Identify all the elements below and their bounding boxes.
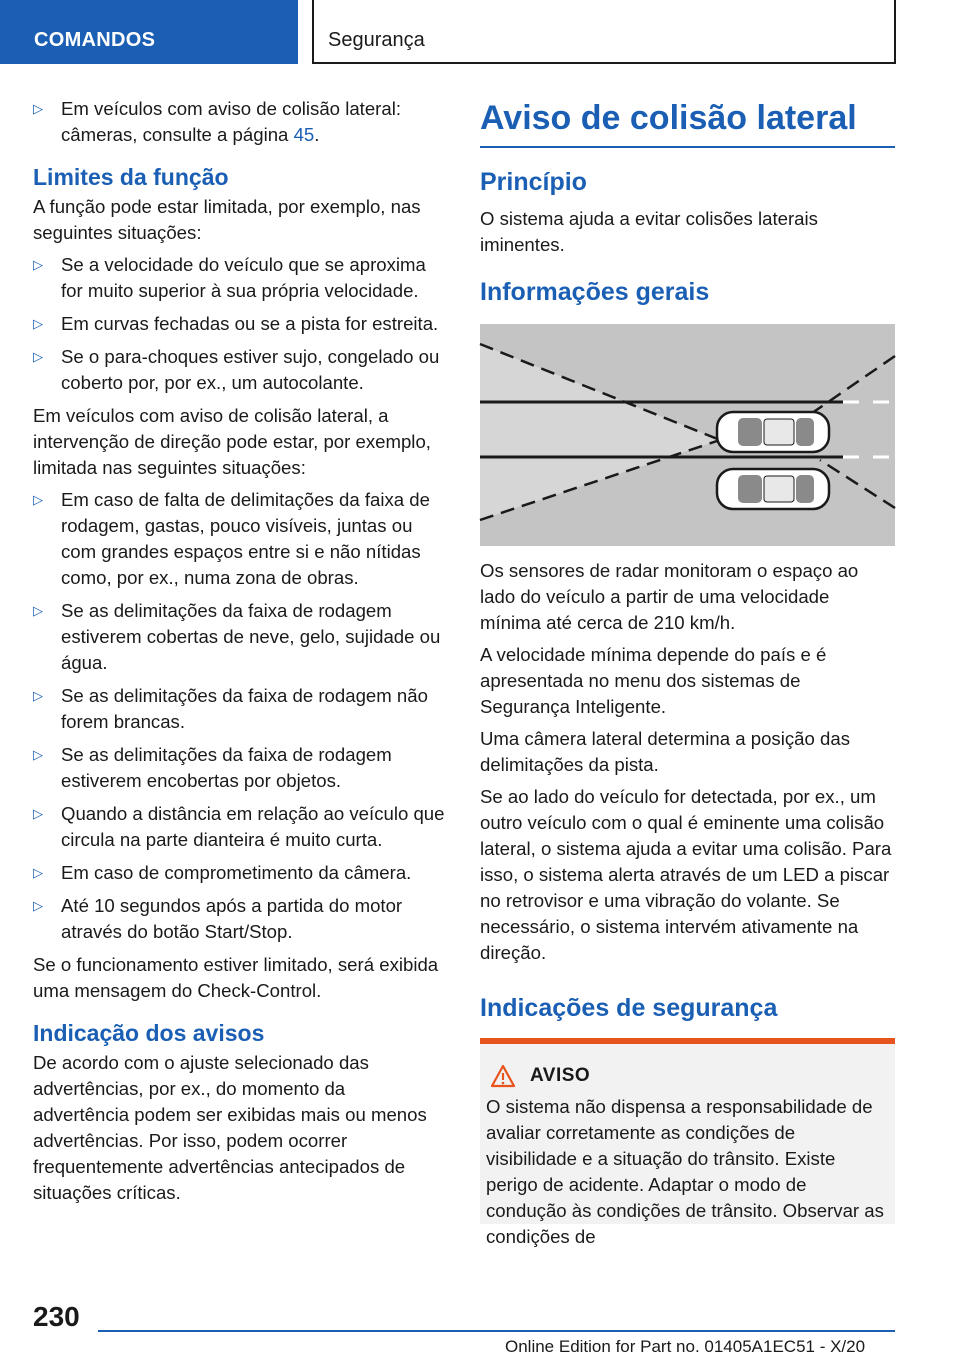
general-paragraph: Os sensores de radar monitoram o espaço ao lado do veículo a partir de uma velocidade mínima até cerca de 210 km/h. — [480, 560, 859, 633]
bullet-triangle-icon: ▷ — [33, 603, 43, 618]
car-icon — [717, 412, 829, 452]
page-reference-link[interactable]: 45 — [293, 124, 315, 145]
bullet-triangle-icon: ▷ — [33, 806, 43, 821]
bullet-triangle-icon: ▷ — [33, 101, 43, 116]
car-icon — [717, 469, 829, 509]
header-topic-label: Segurança — [328, 29, 425, 51]
general-paragraph: A velocidade mínima depende do país e é apresentada no menu dos sistemas de Segurança Inteligente. — [480, 644, 827, 717]
header-section-tab — [0, 0, 298, 64]
bullet-triangle-icon: ▷ — [33, 257, 43, 272]
header-section-label: COMANDOS — [34, 29, 156, 51]
list-item: ▷ Se as delimitações da faixa de rodagem estiverem cobertas de neve, gelo, sujidade ou água. — [33, 600, 441, 673]
warning-text: O sistema não dispensa a responsabilidade de avaliar corretamente as condições de visibilidade e a situação do trânsito. Existe perigo de acidente. Adaptar o modo de condução às condições de trânsito. Observar as condições de — [486, 1096, 884, 1247]
list-item: ▷ Se as delimitações da faixa de rodagem não forem brancas. — [33, 685, 428, 732]
page-number: 230 — [33, 1301, 80, 1332]
general-heading: Informações gerais — [480, 278, 710, 306]
edition-note: Online Edition for Part no. 01405A1EC51 - X/20 — [505, 1337, 866, 1356]
warning-header — [486, 1064, 887, 1088]
steering-text: Em veículos com aviso de colisão lateral, a intervenção de direção pode estar, por exemplo, limitada nas seguintes situações: — [33, 405, 431, 478]
warning-title: AVISO — [530, 1065, 591, 1086]
list-item: ▷ Se o para-choques estiver sujo, congelado ou coberto por, por ex., um autocolante. — [33, 346, 440, 393]
side-collision-illustration — [480, 324, 895, 546]
list-item: ▷ Em caso de falta de delimitações da faixa de rodagem, gastas, pouco visíveis, juntas ou com grandes espaços entre si e não nítidas como, por ex., numa zona de obras. — [33, 489, 430, 588]
limits-text: A função pode estar limitada, por exemplo, nas seguintes situações: — [33, 196, 421, 243]
header-topic-box — [312, 0, 896, 64]
general-paragraph: Se ao lado do veículo for detectada, por ex., um outro veículo com o qual é eminente uma colisão lateral, o sistema ajuda a evitar uma colisão. Para isso, o sistema alerta através de um LED a piscar no retrovisor e uma vibração do volante. Se necessário, o sistema intervém ativamente na direção. — [480, 786, 892, 963]
list-item: ▷ Em veículos com aviso de colisão lateral: câmeras, consulte a página 45. — [33, 98, 401, 145]
limits-heading: Limites da função — [33, 164, 229, 190]
list-item: ▷ Até 10 segundos após a partida do motor através do botão Start/Stop. — [33, 895, 403, 942]
list-item: ▷ Em curvas fechadas ou se a pista for estreita. — [33, 311, 445, 337]
bullet-triangle-icon: ▷ — [33, 349, 43, 364]
bullet-triangle-icon: ▷ — [33, 898, 43, 913]
footer-divider — [98, 1330, 895, 1332]
general-paragraph: Uma câmera lateral determina a posição das delimitações da pista. — [480, 728, 850, 775]
principle-heading: Princípio — [480, 168, 587, 196]
limited-text: Se o funcionamento estiver limitado, será exibida uma mensagem do Check-Control. — [33, 954, 439, 1001]
list-item: ▷ Se a velocidade do veículo que se aproxima for muito superior à sua própria velocidade. — [33, 254, 426, 301]
warning-triangle-icon — [490, 1064, 516, 1088]
road-diagram — [480, 324, 895, 546]
principle-text: O sistema ajuda a evitar colisões laterais iminentes. — [480, 208, 818, 255]
safety-heading: Indicações de segurança — [480, 994, 778, 1022]
warnings-heading: Indicação dos avisos — [33, 1020, 265, 1046]
warning-box — [480, 1038, 895, 1247]
bullet-triangle-icon: ▷ — [33, 688, 43, 703]
list-item: ▷ Quando a distância em relação ao veículo que circula na parte dianteira é muito curta. — [33, 803, 445, 850]
right-column — [480, 96, 895, 1247]
page-title: Aviso de colisão lateral — [480, 96, 895, 148]
list-item: ▷ Se as delimitações da faixa de rodagem estiverem encobertas por objetos. — [33, 744, 392, 791]
list-item: ▷ Em caso de comprometimento da câmera. — [33, 860, 445, 886]
bullet-triangle-icon: ▷ — [33, 865, 43, 880]
bullet-triangle-icon: ▷ — [33, 492, 43, 507]
left-column — [33, 96, 445, 1212]
bullet-triangle-icon: ▷ — [33, 747, 43, 762]
bullet-triangle-icon: ▷ — [33, 316, 43, 331]
warnings-text: De acordo com o ajuste selecionado das advertências, por ex., do momento da advertência podem ser exibidas mais ou menos advertências. Por isso, podem ocorrer frequentemente advertências antecipados de situações críticas. — [33, 1052, 427, 1203]
